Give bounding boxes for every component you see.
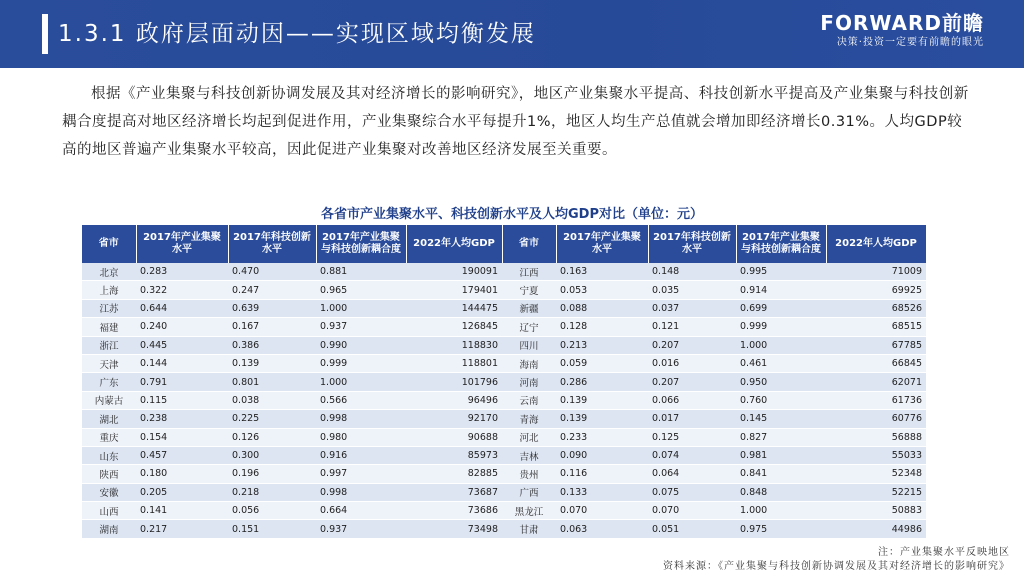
province-cell: 福建 — [82, 318, 136, 336]
province-cell: 陕西 — [82, 465, 136, 483]
gdp-cell: 60776 — [826, 410, 926, 428]
province-cell: 宁夏 — [502, 281, 556, 299]
value-cell: 0.148 — [648, 263, 736, 281]
gdp-cell: 90688 — [406, 428, 502, 446]
brand-logo: FORWARD前瞻 — [820, 11, 984, 35]
province-cell: 贵州 — [502, 465, 556, 483]
province-cell: 山西 — [82, 502, 136, 520]
gdp-cell: 67785 — [826, 336, 926, 354]
value-cell: 0.056 — [228, 502, 316, 520]
gdp-cell: 101796 — [406, 373, 502, 391]
value-cell: 0.999 — [736, 318, 826, 336]
column-header: 省市 — [82, 225, 136, 263]
value-cell: 0.141 — [136, 502, 228, 520]
gdp-cell: 69925 — [826, 281, 926, 299]
gdp-cell: 73686 — [406, 502, 502, 520]
value-cell: 0.386 — [228, 336, 316, 354]
province-cell: 北京 — [82, 263, 136, 281]
value-cell: 0.017 — [648, 410, 736, 428]
gdp-cell: 44986 — [826, 520, 926, 538]
value-cell: 0.070 — [648, 502, 736, 520]
table-row — [82, 446, 926, 464]
province-cell: 河南 — [502, 373, 556, 391]
value-cell: 0.218 — [228, 483, 316, 501]
table-row — [82, 263, 926, 281]
value-cell: 0.066 — [648, 391, 736, 409]
gdp-cell: 118801 — [406, 354, 502, 372]
gdp-cell: 68515 — [826, 318, 926, 336]
value-cell: 1.000 — [316, 373, 406, 391]
footnote: 注：产业集聚水平反映地区 — [878, 547, 1010, 558]
province-cell: 广东 — [82, 373, 136, 391]
value-cell: 0.975 — [736, 520, 826, 538]
value-cell: 1.000 — [736, 336, 826, 354]
table-row — [82, 354, 926, 372]
value-cell: 0.999 — [316, 354, 406, 372]
province-cell: 江西 — [502, 263, 556, 281]
value-cell: 0.300 — [228, 446, 316, 464]
table-row — [82, 373, 926, 391]
value-cell: 0.059 — [556, 354, 648, 372]
province-cell: 安徽 — [82, 483, 136, 501]
value-cell: 0.145 — [736, 410, 826, 428]
table-row — [82, 318, 926, 336]
value-cell: 0.144 — [136, 354, 228, 372]
value-cell: 0.125 — [648, 428, 736, 446]
value-cell: 0.995 — [736, 263, 826, 281]
value-cell: 0.664 — [316, 502, 406, 520]
gdp-cell: 190091 — [406, 263, 502, 281]
value-cell: 0.233 — [556, 428, 648, 446]
value-cell: 0.053 — [556, 281, 648, 299]
value-cell: 0.064 — [648, 465, 736, 483]
intro-paragraph-block — [62, 80, 977, 164]
value-cell: 0.139 — [228, 354, 316, 372]
gdp-cell: 92170 — [406, 410, 502, 428]
table-row — [82, 483, 926, 501]
value-cell: 0.827 — [736, 428, 826, 446]
value-cell: 0.213 — [556, 336, 648, 354]
value-cell: 0.997 — [316, 465, 406, 483]
value-cell: 0.998 — [316, 410, 406, 428]
gdp-cell: 52348 — [826, 465, 926, 483]
table-row — [82, 410, 926, 428]
gdp-cell: 62071 — [826, 373, 926, 391]
value-cell: 0.037 — [648, 299, 736, 317]
table-header-row — [82, 225, 926, 263]
value-cell: 0.914 — [736, 281, 826, 299]
gdp-cell: 50883 — [826, 502, 926, 520]
value-cell: 0.240 — [136, 318, 228, 336]
value-cell: 0.980 — [316, 428, 406, 446]
value-cell: 0.445 — [136, 336, 228, 354]
gdp-cell: 61736 — [826, 391, 926, 409]
province-cell: 天津 — [82, 354, 136, 372]
value-cell: 0.207 — [648, 373, 736, 391]
value-cell: 0.074 — [648, 446, 736, 464]
gdp-cell: 52215 — [826, 483, 926, 501]
page-title: 1.3.1 政府层面动因——实现区域均衡发展 — [58, 21, 536, 47]
value-cell: 0.075 — [648, 483, 736, 501]
value-cell: 0.116 — [556, 465, 648, 483]
brand-slogan: 决策·投资一定要有前瞻的眼光 — [836, 37, 984, 48]
gdp-cell: 118830 — [406, 336, 502, 354]
province-cell: 湖北 — [82, 410, 136, 428]
value-cell: 0.457 — [136, 446, 228, 464]
gdp-cell: 73687 — [406, 483, 502, 501]
value-cell: 0.126 — [228, 428, 316, 446]
gdp-cell: 82885 — [406, 465, 502, 483]
province-cell: 上海 — [82, 281, 136, 299]
value-cell: 0.699 — [736, 299, 826, 317]
source-note: 资料来源：《产业集聚与科技创新协调发展及其对经济增长的影响研究》 — [663, 561, 1010, 572]
value-cell: 0.167 — [228, 318, 316, 336]
value-cell: 0.133 — [556, 483, 648, 501]
table-row — [82, 520, 926, 538]
value-cell: 0.139 — [556, 391, 648, 409]
table-row — [82, 281, 926, 299]
province-cell: 山东 — [82, 446, 136, 464]
value-cell: 0.247 — [228, 281, 316, 299]
value-cell: 0.848 — [736, 483, 826, 501]
column-header: 2017年产业集聚与科技创新耦合度 — [316, 225, 406, 263]
province-cell: 内蒙古 — [82, 391, 136, 409]
value-cell: 0.225 — [228, 410, 316, 428]
province-cell: 海南 — [502, 354, 556, 372]
value-cell: 0.088 — [556, 299, 648, 317]
page-header — [0, 0, 1024, 68]
province-cell: 四川 — [502, 336, 556, 354]
value-cell: 0.841 — [736, 465, 826, 483]
value-cell: 0.163 — [556, 263, 648, 281]
column-header: 2017年产业集聚水平 — [556, 225, 648, 263]
province-cell: 甘肃 — [502, 520, 556, 538]
value-cell: 0.950 — [736, 373, 826, 391]
value-cell: 0.470 — [228, 263, 316, 281]
value-cell: 0.461 — [736, 354, 826, 372]
value-cell: 0.139 — [556, 410, 648, 428]
value-cell: 0.916 — [316, 446, 406, 464]
value-cell: 0.038 — [228, 391, 316, 409]
gdp-cell: 73498 — [406, 520, 502, 538]
title-accent-bar — [42, 14, 48, 54]
table-title: 各省市产业集聚水平、科技创新水平及人均GDP对比（单位：元） — [321, 207, 703, 222]
gdp-cell: 56888 — [826, 428, 926, 446]
value-cell: 0.121 — [648, 318, 736, 336]
value-cell: 0.051 — [648, 520, 736, 538]
value-cell: 0.990 — [316, 336, 406, 354]
value-cell: 0.644 — [136, 299, 228, 317]
value-cell: 0.286 — [556, 373, 648, 391]
province-cell: 新疆 — [502, 299, 556, 317]
province-cell: 黑龙江 — [502, 502, 556, 520]
province-cell: 吉林 — [502, 446, 556, 464]
province-cell: 云南 — [502, 391, 556, 409]
value-cell: 0.207 — [648, 336, 736, 354]
gdp-cell: 71009 — [826, 263, 926, 281]
value-cell: 0.801 — [228, 373, 316, 391]
value-cell: 0.016 — [648, 354, 736, 372]
value-cell: 0.981 — [736, 446, 826, 464]
data-table — [82, 225, 927, 539]
value-cell: 0.063 — [556, 520, 648, 538]
province-cell: 湖南 — [82, 520, 136, 538]
value-cell: 1.000 — [736, 502, 826, 520]
table-row — [82, 336, 926, 354]
column-header: 2017年产业集聚水平 — [136, 225, 228, 263]
value-cell: 0.566 — [316, 391, 406, 409]
column-header: 2017年科技创新水平 — [648, 225, 736, 263]
gdp-cell: 85973 — [406, 446, 502, 464]
column-header: 2022年人均GDP — [406, 225, 502, 263]
gdp-cell: 126845 — [406, 318, 502, 336]
table-row — [82, 465, 926, 483]
gdp-cell: 179401 — [406, 281, 502, 299]
table-body — [82, 263, 926, 538]
province-cell: 广西 — [502, 483, 556, 501]
value-cell: 0.151 — [228, 520, 316, 538]
column-header: 2022年人均GDP — [826, 225, 926, 263]
value-cell: 1.000 — [316, 299, 406, 317]
province-cell: 浙江 — [82, 336, 136, 354]
value-cell: 0.238 — [136, 410, 228, 428]
value-cell: 0.998 — [316, 483, 406, 501]
intro-paragraph: 根据《产业集聚与科技创新协调发展及其对经济增长的影响研究》，地区产业集聚水平提高、科技创新水平提高及产业集聚与科技创新耦合度提高对地区经济增长均起到促进作用，产业集聚综合水平每提升1%，地区人均生产总值就会增加即经济增长0.31%。人均GDP较高的地区普遍产业集聚水平较高，因此促进产业集聚对改善地区经济发展至关重要。 — [62, 86, 969, 158]
value-cell: 0.205 — [136, 483, 228, 501]
table-row — [82, 299, 926, 317]
value-cell: 0.154 — [136, 428, 228, 446]
value-cell: 0.180 — [136, 465, 228, 483]
value-cell: 0.115 — [136, 391, 228, 409]
value-cell: 0.196 — [228, 465, 316, 483]
value-cell: 0.035 — [648, 281, 736, 299]
province-cell: 重庆 — [82, 428, 136, 446]
province-cell: 江苏 — [82, 299, 136, 317]
table-row — [82, 391, 926, 409]
brand-block — [820, 12, 984, 50]
gdp-cell: 96496 — [406, 391, 502, 409]
value-cell: 0.283 — [136, 263, 228, 281]
gdp-cell: 66845 — [826, 354, 926, 372]
value-cell: 0.881 — [316, 263, 406, 281]
value-cell: 0.760 — [736, 391, 826, 409]
value-cell: 0.217 — [136, 520, 228, 538]
province-cell: 青海 — [502, 410, 556, 428]
table-row — [82, 428, 926, 446]
gdp-cell: 68526 — [826, 299, 926, 317]
value-cell: 0.965 — [316, 281, 406, 299]
province-cell: 辽宁 — [502, 318, 556, 336]
gdp-cell: 55033 — [826, 446, 926, 464]
column-header: 2017年科技创新水平 — [228, 225, 316, 263]
value-cell: 0.322 — [136, 281, 228, 299]
column-header: 2017年产业集聚与科技创新耦合度 — [736, 225, 826, 263]
value-cell: 0.639 — [228, 299, 316, 317]
value-cell: 0.937 — [316, 318, 406, 336]
table-row — [82, 502, 926, 520]
value-cell: 0.128 — [556, 318, 648, 336]
value-cell: 0.070 — [556, 502, 648, 520]
gdp-cell: 144475 — [406, 299, 502, 317]
value-cell: 0.937 — [316, 520, 406, 538]
column-header: 省市 — [502, 225, 556, 263]
value-cell: 0.791 — [136, 373, 228, 391]
province-cell: 河北 — [502, 428, 556, 446]
value-cell: 0.090 — [556, 446, 648, 464]
